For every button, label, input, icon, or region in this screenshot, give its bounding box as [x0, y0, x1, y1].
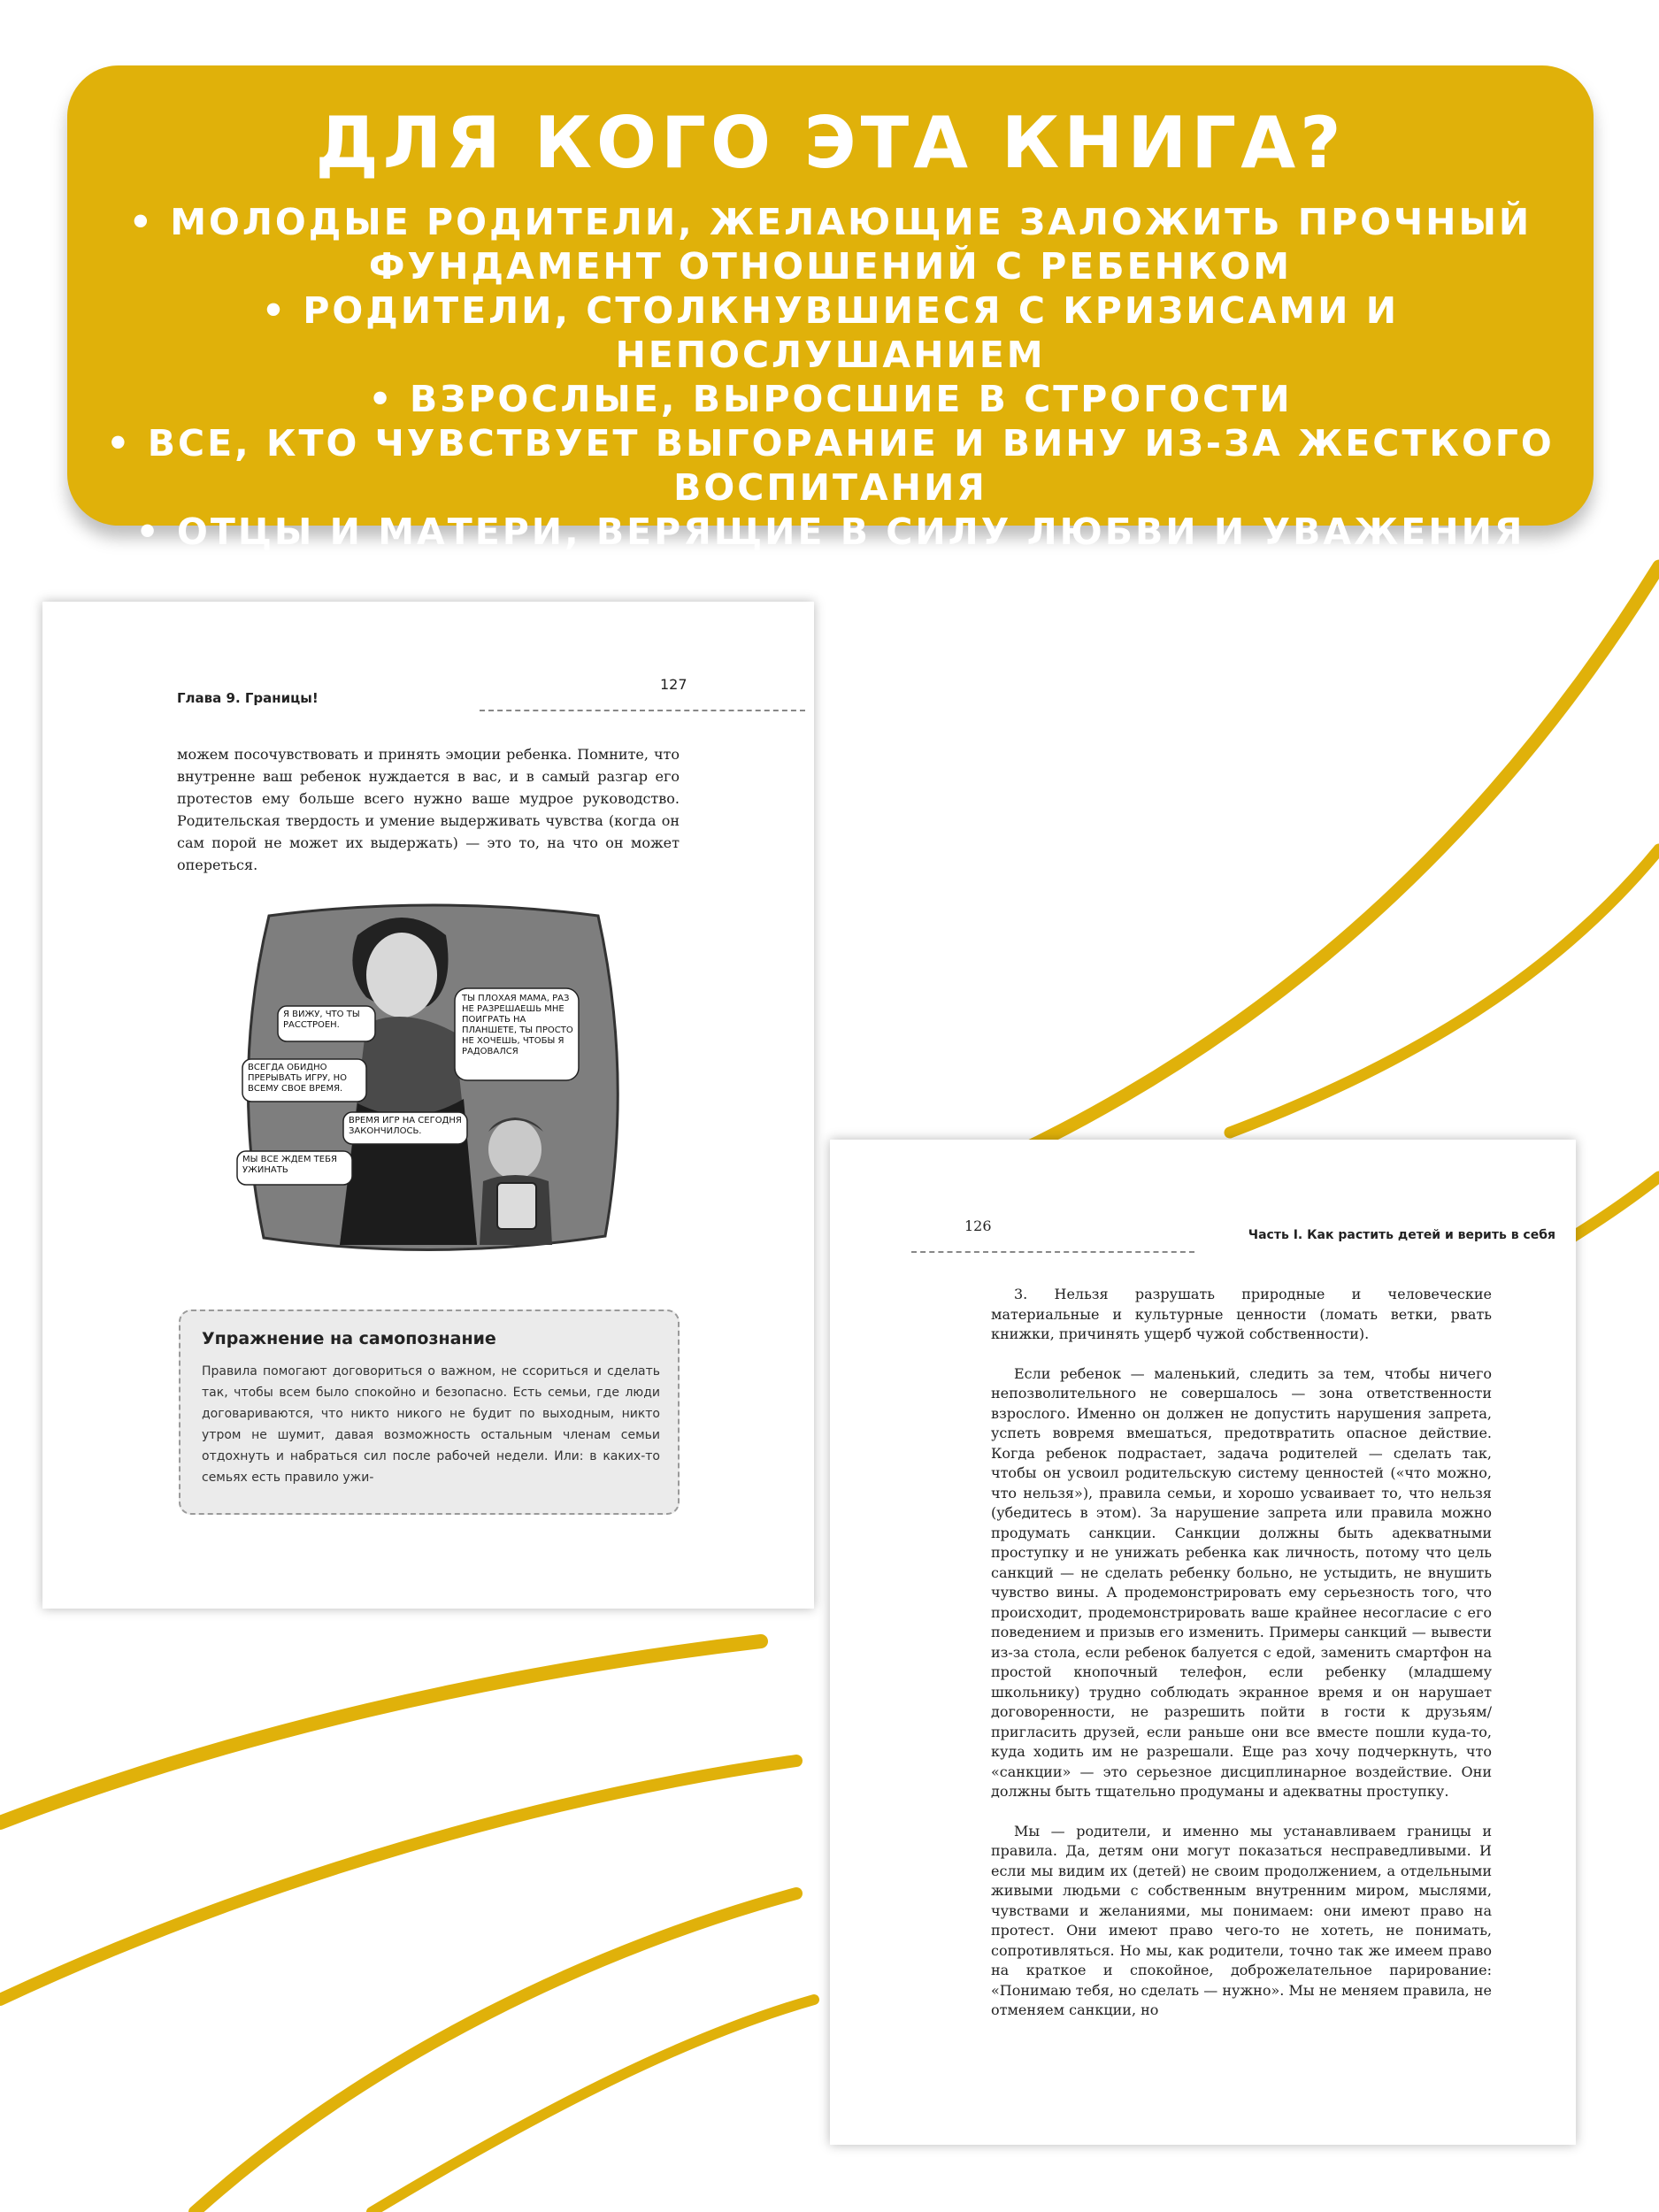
paragraph: Мы — родители, и именно мы устанавливаем границы и правила. Да, детям они могут показаться несправедливыми. И если мы видим их (детей) не своим продолжением, а отдельными живыми людьми с собственным внутренним миром, мыслями, чувствами и желаниями, мы понимаем: они имеют право на протест. Они имеют право чего-то не хотеть, не понимать, сопротивляться. Но мы, как родители, точно так же имеем право на краткое и спокойное, доброжелательное парирование: «Понимаю тебя, но сделать — нужно». Мы не меняем правила, не отменяем санкции, но [991, 1822, 1492, 2018]
audience-list-item: • ВЗРОСЛЫЕ, ВЫРОСШИЕ В СТРОГОСТИ [368, 378, 1293, 420]
curve-7 [372, 2000, 814, 2212]
speech-bubble-text: ВРЕМЯ ИГР НА СЕГОДНЯ ЗАКОНЧИЛОСЬ. [349, 1116, 462, 1136]
audience-list-item: • ВСЕ, КТО ЧУВСТВУЕТ ВЫГОРАНИЕ И ВИНУ ИЗ-ЗА ЖЕСТКОГО [106, 422, 1555, 465]
book-page-126 [830, 1140, 1576, 2145]
running-head: Часть I. Как растить детей и верить в себя [1248, 1228, 1555, 1242]
exercise-box [179, 1310, 680, 1515]
paragraph: 3. Нельзя разрушать природные и человеческие материальные и культурные ценности (ломать ветки, рвать книжки, причинять ущерб чужой собственности). [991, 1286, 1492, 1342]
page-number: 126 [964, 1217, 992, 1234]
curve-5 [0, 1761, 796, 2000]
audience-list-item: ФУНДАМЕНТ ОТНОШЕНИЙ С РЕБЕНКОМ [368, 245, 1293, 288]
paragraph: Если ребенок — маленький, следить за тем, чтобы ничего непозволительного не совершалось — зона ответственности взрослого. Именно он должен не допустить нарушения запрета, успеть вовремя вмешаться, предотвратить опасное действие. Когда ребенок подрастает, задача родителей — сделать так, чтобы он усвоил родительскую систему ценностей («что можно, что нельзя»), правила семьи, и хорошо усваивает то, что нельзя (убедитесь в этом). За нарушение запрета или правила можно продумать санкции. Санкции должны быть адекватными проступку и не унижать ребенка как личность, потому что цель санкций — не сделать ребенку больно, не устыдить, не внушить чувство вины. А продемонстрировать ему серьезность того, что происходит, продемонстрировать ваше крайнее несогласие с его поведением и призыв его изменить. Примеры санкций — вывести из-за стола, если ребенок балуется с едой, заменить смартфон на простой кнопочный телефон, если ребенку (младшему школьнику) трудно соблюдать экранное время и он нарушает договоренности, не разрешить пойти в гости к друзьям/пригласить друзей, если раньше они все вместе пошли куда-то, куда ходить им не разрешали. Еще раз хочу подчеркнуть, что «санкции» — это серьезное дисциплинарное воздействие. Они должны быть тщательно продуманы и адекватны проступку. [991, 1364, 1492, 1800]
running-head: Глава 9. Границы! [177, 690, 319, 706]
body-text [991, 1285, 1492, 2040]
audience-banner [67, 65, 1594, 553]
curve-6 [195, 1893, 796, 2212]
body-text [177, 743, 680, 895]
audience-list-item: • ОТЦЫ И МАТЕРИ, ВЕРЯЩИЕ В СИЛУ ЛЮБВИ И УВАЖЕНИЯ [135, 511, 1525, 553]
audience-list-item: • РОДИТЕЛИ, СТОЛКНУВШИЕСЯ С КРИЗИСАМИ И НЕПОСЛУШАНИЕМ [261, 289, 1400, 376]
exercise-title: Упражнение на самопознание [202, 1329, 496, 1348]
page-number: 127 [660, 676, 687, 693]
paragraph: можем посочувствовать и принять эмоции ребенка. Помните, что внутренне ваш ребенок нуждается в вас, и в самый разгар его протестов ему больше всего нужно ваше мудрое руководство. Родительская твердость и умение выдерживать чувства (когда он сам порой не может их выдержать) — это то, на что он может опереться. [177, 746, 680, 873]
book-page-127 [42, 602, 814, 1609]
curve-4 [0, 1641, 761, 1823]
exercise-text: Правила помогают договориться о важном, не ссориться и сделать так, чтобы всем было спокойно и безопасно. Есть семьи, где люди договариваются, что никто никого не будит по выходным, никто утром не шумит, давая возможность остальным членам семьи отдохнуть и набраться сил после рабочей недели. Или: в каких-то семьях есть правило ужи- [202, 1364, 660, 1485]
audience-list-item: • МОЛОДЫЕ РОДИТЕЛИ, ЖЕЛАЮЩИЕ ЗАЛОЖИТЬ ПРОЧНЫЙ [128, 201, 1532, 243]
speech-bubble-text: МЫ ВСЕ ЖДЕМ ТЕБЯ УЖИНАТЬ [242, 1155, 337, 1175]
curve-2 [1230, 849, 1659, 1133]
curve-1 [964, 566, 1659, 1177]
header-rule [480, 710, 805, 711]
audience-list [67, 200, 1594, 554]
header-rule [911, 1251, 1194, 1253]
audience-list-item: ВОСПИТАНИЯ [673, 466, 987, 509]
banner-title: ДЛЯ КОГО ЭТА КНИГА? [315, 102, 1346, 184]
speech-bubble-text: Я ВИЖУ, ЧТО ТЫ РАССТРОЕН. [283, 1010, 360, 1030]
comic-illustration [234, 900, 634, 1254]
speech-bubble-text: ВСЕГДА ОБИДНО ПРЕРЫВАТЬ ИГРУ, НО ВСЕМУ СВОЕ ВРЕМЯ. [248, 1063, 348, 1094]
speech-bubble-text: ТЫ ПЛОХАЯ МАМА, РАЗ НЕ РАЗРЕШАЕШЬ МНЕ ПОИГРАТЬ НА ПЛАНШЕТЕ, ТЫ ПРОСТО НЕ ХОЧЕШЬ, ЧТОБЫ Я РАДОВАЛСЯ [462, 994, 573, 1056]
